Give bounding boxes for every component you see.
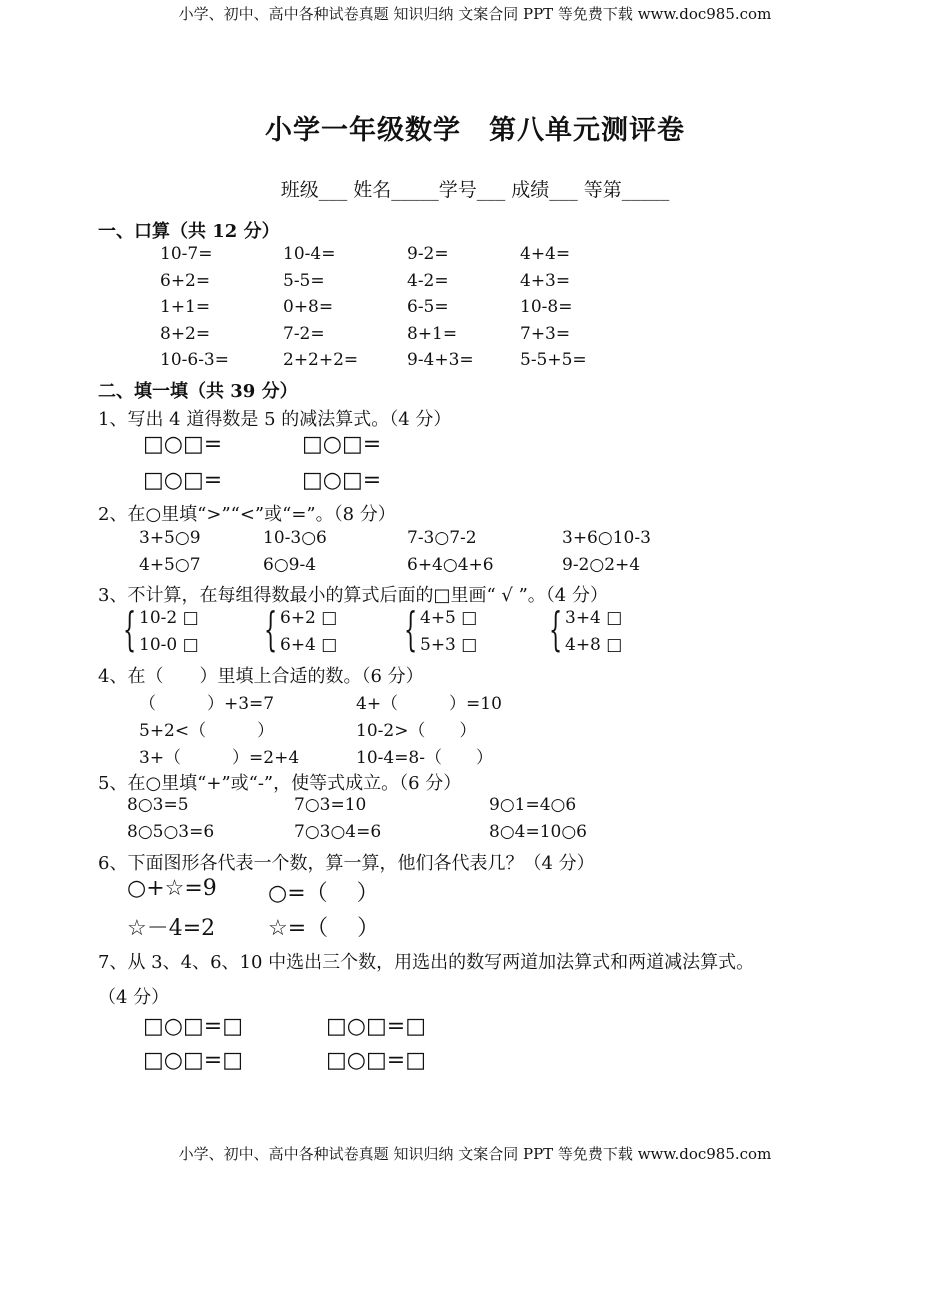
q7-blank-2: □○□=□ — [326, 1014, 426, 1039]
q3-group-item: 4+5 □ — [420, 608, 478, 628]
q5-sign-item: 8○3=5 — [127, 795, 189, 815]
q2-compare-item: 10-3○6 — [263, 528, 327, 548]
q3-group-item: 5+3 □ — [420, 635, 478, 655]
oral-calc-item: 5-5= — [283, 270, 325, 291]
q1-text: 1、写出 4 道得数是 5 的减法算式。（4 分） — [98, 409, 452, 430]
oral-calc-item: 5-5+5= — [520, 350, 587, 370]
oral-calc-item: 4+3= — [520, 270, 571, 291]
q3-group-item: 6+2 □ — [280, 608, 338, 628]
oral-calc-item: 6+2= — [160, 270, 211, 291]
q6-shape-item: ☆=（ ） — [268, 916, 380, 941]
q3-group-brace: { — [404, 602, 418, 656]
q1-blank-3: □○□= — [143, 468, 223, 493]
q3-group-item: 10-0 □ — [139, 635, 199, 655]
q5-sign-item: 7○3○4=6 — [294, 822, 382, 842]
q2-compare-item: 7-3○7-2 — [407, 528, 477, 548]
q2-text: 2、在○里填“>”“<”或“=”。（8 分） — [98, 504, 396, 525]
oral-calc-item: 4+4= — [520, 244, 571, 264]
q5-sign-item: 8○5○3=6 — [127, 822, 215, 842]
q3-group-item: 10-2 □ — [139, 608, 199, 628]
oral-calc-item: 6-5= — [407, 297, 449, 317]
oral-calc-item: 8+1= — [407, 323, 458, 344]
q4-fill-item: 10-4=8-（ ） — [356, 748, 493, 768]
oral-calc-item: 10-6-3= — [160, 350, 229, 370]
oral-calc-item: 10-7= — [160, 244, 213, 264]
q5-sign-item: 7○3=10 — [294, 795, 367, 815]
q6-shape-item: ○=（ ） — [268, 881, 379, 906]
q3-group-brace: { — [123, 602, 137, 656]
q2-compare-item: 3+5○9 — [139, 528, 201, 548]
q4-fill-item: 10-2>（ ） — [356, 721, 477, 741]
q2-compare-item: 6○9-4 — [263, 555, 317, 575]
q2-compare-item: 6+4○4+6 — [407, 555, 494, 575]
q6-shape-item: ○+☆=9 — [127, 876, 217, 901]
q7-blank-4: □○□=□ — [326, 1048, 426, 1073]
q3-group-item: 6+4 □ — [280, 635, 338, 655]
q7-score: （4 分） — [98, 987, 170, 1008]
section-2-heading: 二、填一填（共 39 分） — [98, 381, 298, 402]
q4-text: 4、在（ ）里填上合适的数。（6 分） — [98, 666, 424, 687]
q4-fill-item: 3+（ ）=2+4 — [139, 748, 300, 768]
oral-calc-item: 10-4= — [283, 244, 336, 264]
q1-blank-2: □○□= — [302, 432, 382, 457]
oral-calc-item: 9-2= — [407, 244, 449, 264]
q7-text: 7、从 3、4、6、10 中选出三个数，用选出的数写两道加法算式和两道减法算式。 — [98, 952, 755, 973]
section-1-heading: 一、口算（共 12 分） — [98, 221, 280, 242]
q3-group-brace: { — [264, 602, 278, 656]
oral-calc-item: 10-8= — [520, 297, 573, 317]
oral-calc-item: 0+8= — [283, 297, 334, 317]
oral-calc-item: 7-2= — [283, 323, 325, 344]
q5-sign-item: 8○4=10○6 — [489, 822, 587, 842]
q7-blank-1: □○□=□ — [143, 1014, 243, 1039]
page-footer: 小学、初中、高中各种试卷真题 知识归纳 文案合同 PPT 等免费下载 www.doc985.com — [178, 1145, 772, 1163]
q5-text: 5、在○里填“+”或“-”，使等式成立。（6 分） — [98, 773, 462, 794]
q5-sign-item: 9○1=4○6 — [489, 795, 577, 815]
q1-blank-1: □○□= — [143, 432, 223, 457]
q3-text: 3、不计算，在每组得数最小的算式后面的□里画“ √ ”。（4 分） — [98, 585, 608, 606]
q3-group-item: 3+4 □ — [565, 608, 623, 628]
q4-fill-item: 5+2<（ ） — [139, 721, 275, 741]
oral-calc-item: 8+2= — [160, 323, 211, 344]
q4-fill-item: （ ）+3=7 — [139, 694, 275, 714]
q6-text: 6、下面图形各代表一个数，算一算，他们各代表几？（4 分） — [98, 853, 595, 874]
oral-calc-item: 4-2= — [407, 270, 449, 291]
q3-group-item: 4+8 □ — [565, 635, 623, 655]
oral-calc-item: 1+1= — [160, 297, 211, 317]
oral-calc-item: 2+2+2= — [283, 350, 359, 370]
q3-group-brace: { — [549, 602, 563, 656]
q7-blank-3: □○□=□ — [143, 1048, 243, 1073]
q2-compare-item: 9-2○2+4 — [562, 555, 641, 575]
student-info-line: 班级___ 姓名_____学号___ 成绩___ 等第_____ — [280, 179, 670, 201]
q4-fill-item: 4+（ ）=10 — [356, 694, 502, 714]
q2-compare-item: 4+5○7 — [139, 555, 201, 575]
q1-blank-4: □○□= — [302, 468, 382, 493]
page-header: 小学、初中、高中各种试卷真题 知识归纳 文案合同 PPT 等免费下载 www.doc985.com — [178, 5, 772, 23]
q6-shape-item: ☆－4=2 — [127, 916, 216, 941]
page-title: 小学一年级数学 第八单元测评卷 — [265, 115, 685, 146]
oral-calc-item: 7+3= — [520, 323, 571, 344]
oral-calc-item: 9-4+3= — [407, 350, 474, 370]
q2-compare-item: 3+6○10-3 — [562, 528, 651, 548]
